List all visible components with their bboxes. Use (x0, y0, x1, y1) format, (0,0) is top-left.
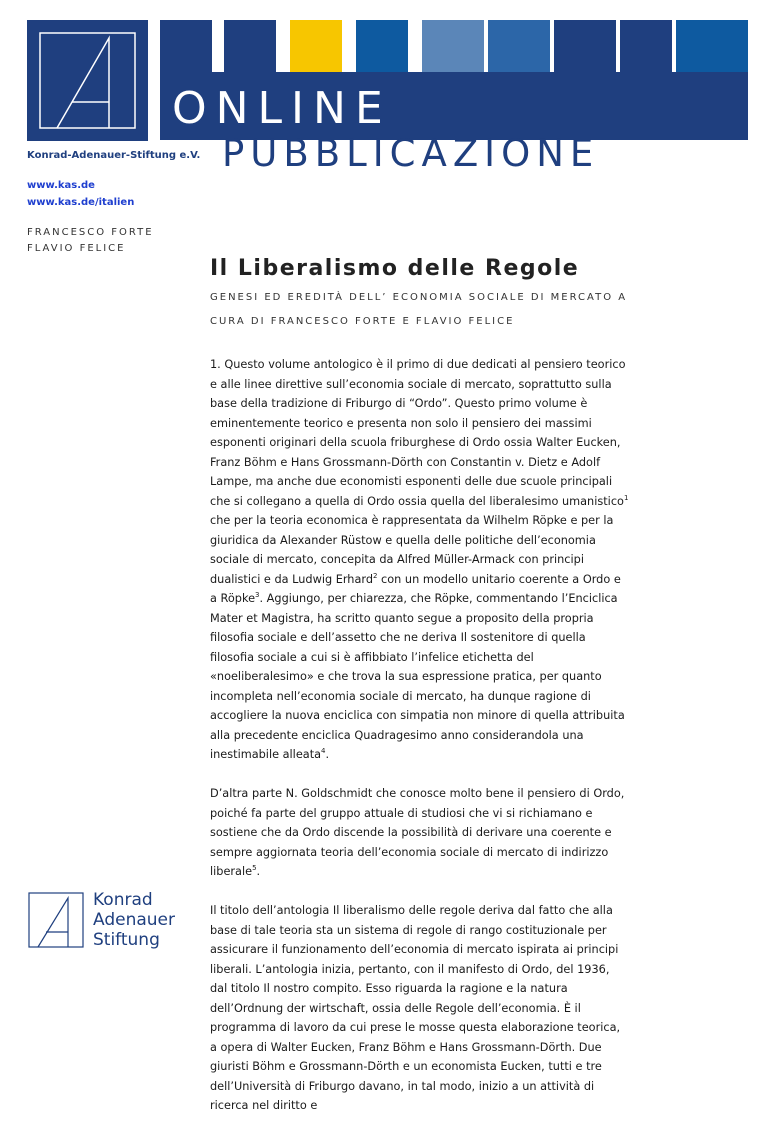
header-tile (488, 20, 550, 72)
paragraph: D’altra parte N. Goldschmidt che conosce molto bene il pensiero di Ordo, poiché fa parte del gruppo attuale di studiosi che vi si richiamano e sostiene che da Ordo discende la possibilità di derivare una coerente e sempre aggiornata teoria dell’economia sociale di mercato di indirizzo liberale$^5$. (210, 787, 625, 878)
kas-logo (27, 20, 148, 141)
header-tile (160, 20, 212, 72)
footnote-ref[interactable]: 1 (623, 493, 629, 502)
pubblicazione-label: PUBBLICAZIONE (222, 132, 600, 175)
header-tile (356, 20, 408, 72)
author-name: FLAVIO FELICE (27, 243, 126, 254)
kas-footer-mark-icon (28, 892, 84, 948)
kas-logo-mark-icon (27, 20, 148, 141)
author-name: FRANCESCO FORTE (27, 227, 154, 238)
header-tile (422, 20, 484, 72)
footnote-ref[interactable]: 5 (252, 864, 257, 873)
footnote-ref[interactable]: 4 (321, 747, 326, 756)
paragraph: 1. Questo volume antologico è il primo di due dedicati al pensiero teorico e alle linee direttive sull’economia sociale di mercato, soprattutto sulla base della tradizione di Friburgo di “Ordo”. Questo primo volume è eminentemente teorico e presenta non solo il pensiero dei massimi esponenti originari della scuola friburghese di Ordo ossia Walter Eucken, Franz Böhm e Hans Grossmann-Dörth con Constantin v. Dietz e Adolf Lampe, ma anche due economisti esponenti delle due scuole principali che si collegano a quella di Ordo ossia quella del liberalesimo umanistico$^1$ che per la teoria economica è rappresentata da Wilhelm Röpke e per la giuridica da Alexander Rüstow e quella delle politiche dell’economia sociale di mercato, concepita da Alfred Müller-Armack con principi dualistici e da Ludwig Erhard$^2$ con un modello unitario coerente a Ordo e a Röpke$^3$. Aggiungo, per chiarezza, che Röpke, commentando l’Enciclica Mater et Magistra, ha scritto quanto segue a proposito della propria filosofia sociale e dell’assetto che ne deriva Il sostenitore di quella filosofia sociale a cui si è affibbiato l’infelice etichetta del «noeliberalesimo» e che trova la sua espressione pratica, per quanto incompleta nell’economia sociale di mercato, ha dunque ragione di accogliere la nuova enciclica con simpatia non minore di quella attribuita alla precedente enciclica Quadragesimo anno considerandola una inestimabile alleata$^4$. (210, 358, 629, 761)
footnote-ref[interactable]: 3 (255, 591, 260, 600)
header-tile (224, 20, 276, 72)
org-name: Konrad-Adenauer-Stiftung e.V. (27, 150, 201, 161)
document-title: Il Liberalismo delle Regole (210, 256, 580, 281)
header-tile (620, 20, 672, 72)
header-tile (554, 20, 616, 72)
header-tile-accent (290, 20, 342, 72)
link-kas[interactable]: www.kas.de (27, 180, 95, 191)
footer-logo-text: Konrad Adenauer Stiftung (93, 890, 175, 950)
document-subtitle: CURA DI FRANCESCO FORTE E FLAVIO FELICE (210, 316, 515, 327)
footnote-ref[interactable]: 2 (373, 571, 378, 580)
online-label: ONLINE (172, 83, 392, 134)
document-body (210, 355, 630, 1135)
document-subtitle: GENESI ED EREDITÀ DELL’ ECONOMIA SOCIALE DI MERCATO A (210, 292, 628, 303)
link-kas-italien[interactable]: www.kas.de/italien (27, 197, 135, 208)
paragraph: Il titolo dell’antologia Il liberalismo delle regole deriva dal fatto che alla base di tale teoria sta un sistema di regole di rango costituzionale per assicurare il funzionamento dell’economia di mercato ispirata ai principi liberali. L’antologia inizia, pertanto, con il manifesto di Ordo, del 1936, dal titolo Il nostro compito. Esso riguarda la ragione e la natura dell’Ordnung der wirtschaft, ossia delle Regole dell’economia. È il programma di lavoro da cui prese le mosse questa elaborazione teorica, a opera di Walter Eucken, Franz Böhm e Hans Grossmann-Dörth. Due giuristi Böhm e Grossmann-Dörth e un economista Eucken, tutti e tre dell’Università di Friburgo davano, in tal modo, inizio a un attività di ricerca nel diritto e (210, 904, 621, 1112)
footer-logo (28, 892, 84, 952)
header-tile (676, 20, 748, 72)
